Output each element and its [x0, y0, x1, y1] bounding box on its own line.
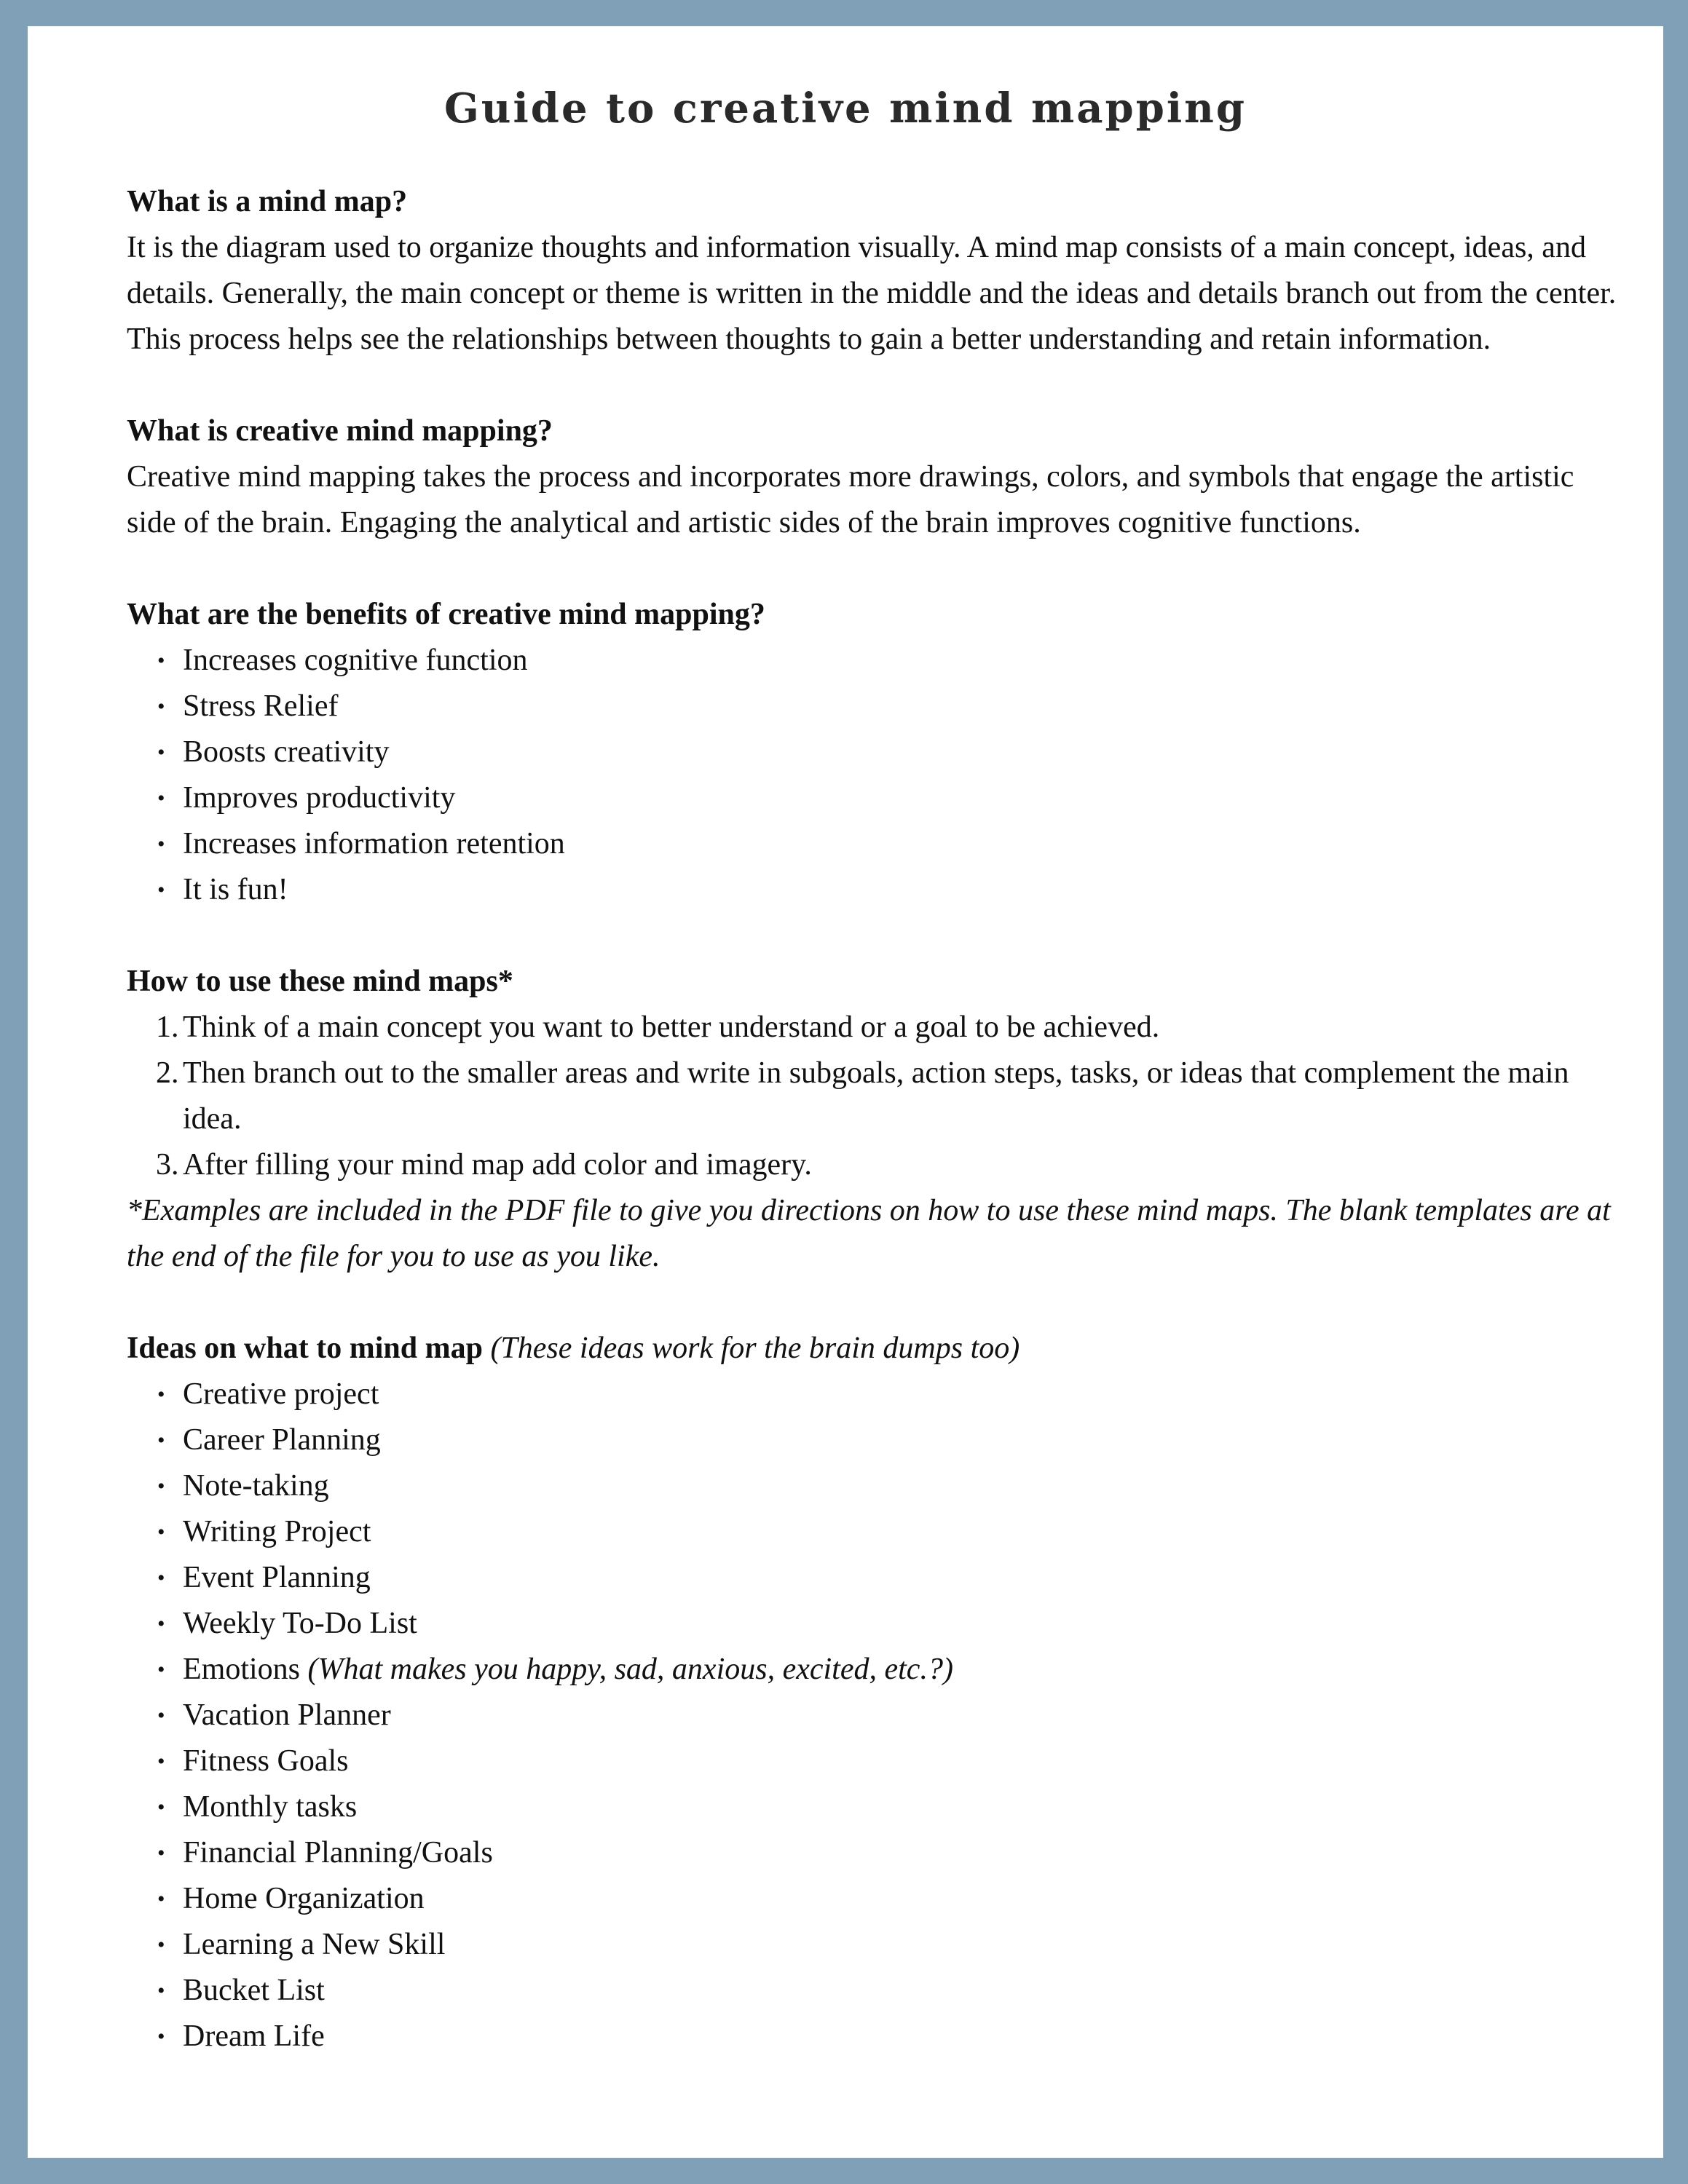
- list-item: [127, 2014, 1627, 2060]
- idea-text: Event Planning: [183, 1561, 371, 1594]
- idea-note: (What makes you happy, sad, anxious, excited, etc.?): [307, 1653, 953, 1686]
- idea-text: Monthly tasks: [183, 1790, 358, 1824]
- list-item: • Increases information retention: [127, 821, 1627, 867]
- list-item: • Increases cognitive function: [127, 638, 1627, 684]
- step-text: After filling your mind map add color and imagery.: [183, 1148, 812, 1182]
- list-item: • Boosts creativity: [127, 729, 1627, 775]
- list-item: • Stress Relief: [127, 684, 1627, 729]
- step-number: 2.: [156, 1056, 179, 1090]
- list-item: [127, 1509, 1627, 1555]
- idea-text: Vacation Planner: [183, 1698, 391, 1732]
- document-page: [28, 26, 1663, 2158]
- list-item: [127, 1830, 1627, 1876]
- idea-text: Learning a New Skill: [183, 1928, 446, 1961]
- how-to-note: *Examples are included in the PDF file to give you directions on how to use these mind maps. The blank templates are at the end of the file for you to use as you like.: [127, 1194, 1611, 1273]
- list-item: [127, 1876, 1627, 1922]
- section-heading-benefits: What are the benefits of creative mind mapping?: [127, 598, 765, 631]
- list-item: [127, 1968, 1627, 2014]
- idea-text: Creative project: [183, 1377, 379, 1411]
- step-item: [127, 1142, 1627, 1188]
- section-spacer: [127, 913, 1627, 959]
- list-item: [127, 1647, 1627, 1693]
- list-item: [127, 1784, 1627, 1830]
- step-item: [127, 1051, 1627, 1142]
- list-item: • It is fun!: [127, 867, 1627, 913]
- step-text: Then branch out to the smaller areas and write in subgoals, action steps, tasks, or ideas that complement the main idea.: [183, 1056, 1569, 1136]
- list-item: [127, 1738, 1627, 1784]
- section-body-creative: Creative mind mapping takes the process and incorporates more drawings, colors, and symbols that engage the artistic side of the brain. Engaging the analytical and artistic sides of the brain improves cognitive functions.: [127, 460, 1574, 539]
- section-spacer: [127, 546, 1627, 592]
- page-title: Guide to creative mind mapping: [443, 84, 1247, 132]
- section-heading-ideas: Ideas on what to mind map: [127, 1332, 483, 1365]
- benefits-list: [127, 638, 1627, 913]
- list-item: [127, 1417, 1627, 1463]
- section-body-what-is: It is the diagram used to organize thoughts and information visually. A mind map consists of a main concept, ideas, and details. Generally, the main concept or theme is written in the middle and the ideas and details branch out from the center. This process helps see the relationships between thoughts to gain a better understanding and retain information.: [127, 231, 1617, 356]
- section-heading-how-to: How to use these mind maps*: [127, 965, 513, 998]
- idea-text: Emotions: [183, 1653, 301, 1686]
- list-item: [127, 1555, 1627, 1601]
- idea-text: Home Organization: [183, 1882, 425, 1915]
- step-number: 1.: [156, 1010, 179, 1044]
- step-text: Think of a main concept you want to better understand or a goal to be achieved.: [183, 1010, 1160, 1044]
- how-to-steps: [127, 1005, 1627, 1188]
- idea-text: Career Planning: [183, 1423, 381, 1457]
- idea-text: Note-taking: [183, 1469, 329, 1503]
- step-item: [127, 1005, 1627, 1051]
- step-number: 3.: [156, 1148, 179, 1182]
- idea-text: Weekly To-Do List: [183, 1607, 417, 1640]
- section-spacer: [127, 363, 1627, 408]
- idea-text: Fitness Goals: [183, 1744, 349, 1778]
- list-item: [127, 1693, 1627, 1738]
- idea-text: Bucket List: [183, 1974, 325, 2007]
- list-item: [127, 1463, 1627, 1509]
- list-item: • Improves productivity: [127, 775, 1627, 821]
- ideas-heading-note: (These ideas work for the brain dumps too): [490, 1332, 1020, 1365]
- section-heading-what-is: What is a mind map?: [127, 185, 408, 218]
- ideas-list: [127, 1372, 1627, 2060]
- document-content: [127, 179, 1627, 2060]
- idea-text: Dream Life: [183, 2019, 325, 2053]
- idea-text: Financial Planning/Goals: [183, 1836, 493, 1870]
- section-spacer: [127, 1280, 1627, 1326]
- list-item: [127, 1372, 1627, 1417]
- list-item: [127, 1922, 1627, 1968]
- section-heading-ideas-line: [127, 1326, 1627, 1372]
- section-heading-creative: What is creative mind mapping?: [127, 414, 553, 448]
- idea-text: Writing Project: [183, 1515, 371, 1548]
- list-item: [127, 1601, 1627, 1647]
